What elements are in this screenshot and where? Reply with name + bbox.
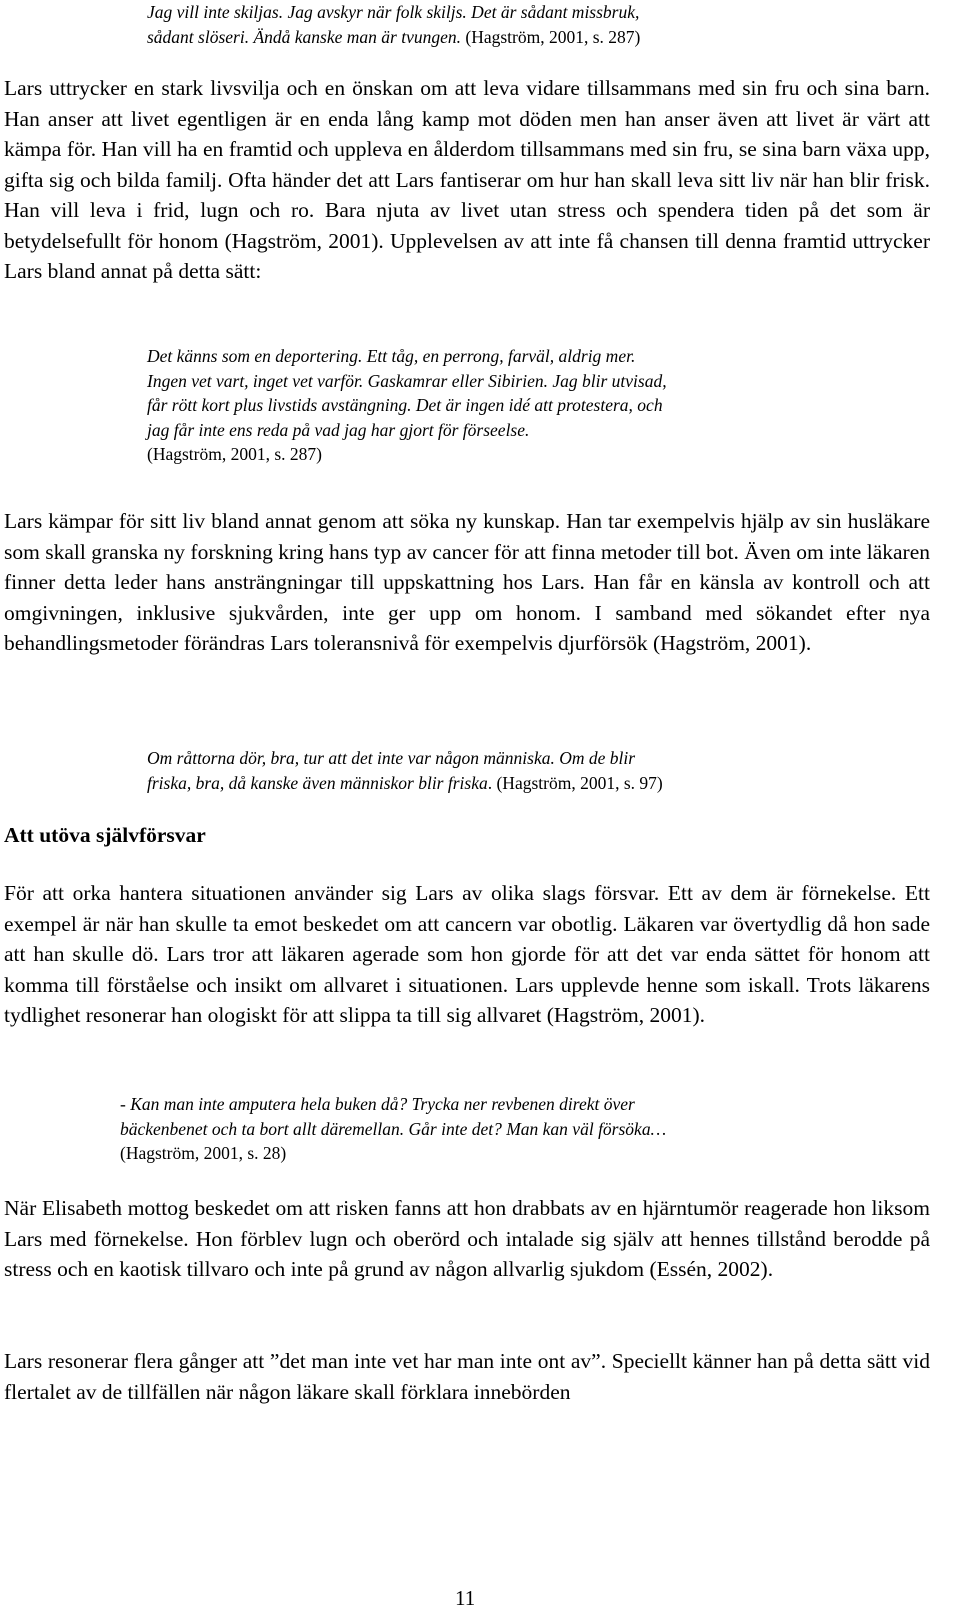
paragraph-resonerar: Lars resonerar flera gånger att ”det man inte vet har man inte ont av”. Speciellt känner han på detta sätt vid flertalet av de tillfällen när någon läkare skall förklara innebörden xyxy=(4,1349,930,1404)
quote-line: - Kan man inte amputera hela buken då? Trycka ner revbenen direkt över xyxy=(120,1094,635,1114)
paragraph-livsvilja: Lars uttrycker en stark livsvilja och en önskan om att leva vidare tillsammans med sin fru och sina barn. Han anser att livet egentligen är en enda lång kamp mot döden men han anser även att livet är värt att kämpa för. Han vill ha en framtid och uppleva en ålderdom tillsammans med sin fru, se sina barn växa upp, gifta sig och bilda familj. Ofta händer det att Lars fantiserar om hur han skall leva sitt liv när han blir frisk. Han vill leva i frid, lugn och ro. Bara njuta av livet utan stress och spendera tiden på det som är betydelsefullt för honom (Hagström, 2001). Upplevelsen av att inte få chansen till denna framtid uttrycker Lars bland annat på detta sätt: xyxy=(4,76,930,283)
section-heading: Att utöva självförsvar xyxy=(4,823,206,847)
block-quote-amputera xyxy=(120,1092,666,1166)
quote-line: Ingen vet vart, inget vet varför. Gaskamrar eller Sibirien. Jag blir utvisad, xyxy=(147,370,667,391)
block-quote-rattorna xyxy=(147,746,663,795)
quote-text: sådant slöseri. Ändå kanske man är tvungen. xyxy=(147,26,461,47)
quote-text: friska, bra, då kanske även människor blir friska xyxy=(147,772,488,793)
quote-line xyxy=(147,25,640,50)
quote-text: Jag vill inte skiljas. Jag avskyr när folk skiljs. Det är sådant missbruk, xyxy=(147,2,640,22)
quote-source: . (Hagström, 2001, s. 97) xyxy=(487,772,663,793)
paragraph-elisabeth: När Elisabeth mottog beskedet om att risken fanns att hon drabbats av en hjärntumör reagerade hon liksom Lars med förnekelse. Hon förblev lugn och oberörd och intalade sig själv att hennes tillstånd berodde på stress och en kaotisk tillvaro och inte på grund av någon allvarlig sjukdom (Essén, 2002). xyxy=(4,1196,930,1281)
paragraph-kunskap: Lars kämpar för sitt liv bland annat genom att söka ny kunskap. Han tar exempelvis hjälp av sin husläkare som skall granska ny forskning kring hans typ av cancer för att finna metoder till bot. Även om inte läkaren finner detta leder hans ansträngningar till uppskattning hos Lars. Han får en känsla av kontroll och att omgivningen, inklusive sjukvården, inte ger upp om honom. I samband med sökandet efter nya behandlingsmetoder förändras Lars toleransnivå för exempelvis djurförsök (Hagström, 2001). xyxy=(4,509,930,655)
quote-line: bäckenbenet och ta bort allt däremellan. Går inte det? Man kan väl försöka… xyxy=(120,1118,667,1139)
quote-source: (Hagström, 2001, s. 287) xyxy=(147,444,322,464)
quote-line xyxy=(147,0,640,25)
quote-line: Det känns som en deportering. Ett tåg, en perrong, farväl, aldrig mer. xyxy=(147,346,636,366)
block-quote-top xyxy=(147,0,640,49)
quote-line: Om råttorna dör, bra, tur att det inte var någon människa. Om de blir xyxy=(147,748,636,768)
quote-line: jag får inte ens reda på vad jag har gjort för förseelse. xyxy=(147,419,530,440)
quote-source: (Hagström, 2001, s. 28) xyxy=(120,1143,287,1163)
paragraph-forsvar: För att orka hantera situationen använder sig Lars av olika slags försvar. Ett av dem är förnekelse. Ett exempel är när han skulle ta emot beskedet om att cancern var obotlig. Läkaren var övertydlig då hon sade att han skulle dö. Lars tror att läkaren agerade som hon gjorde för att det var enda sättet för honom att komma till förståelse och insikt om allvaret i situationen. Lars upplevde henne som iskall. Trots läkarens tydlighet resonerar han ologiskt för att slippa ta till sig allvaret (Hagström, 2001). xyxy=(4,881,930,1027)
page-number: 11 xyxy=(455,1586,476,1610)
quote-line xyxy=(147,771,663,796)
block-quote-deportering xyxy=(147,344,667,467)
quote-line: får rött kort plus livstids avstängning. Det är ingen idé att protestera, och xyxy=(147,395,663,415)
quote-source: (Hagström, 2001, s. 287) xyxy=(461,26,641,47)
